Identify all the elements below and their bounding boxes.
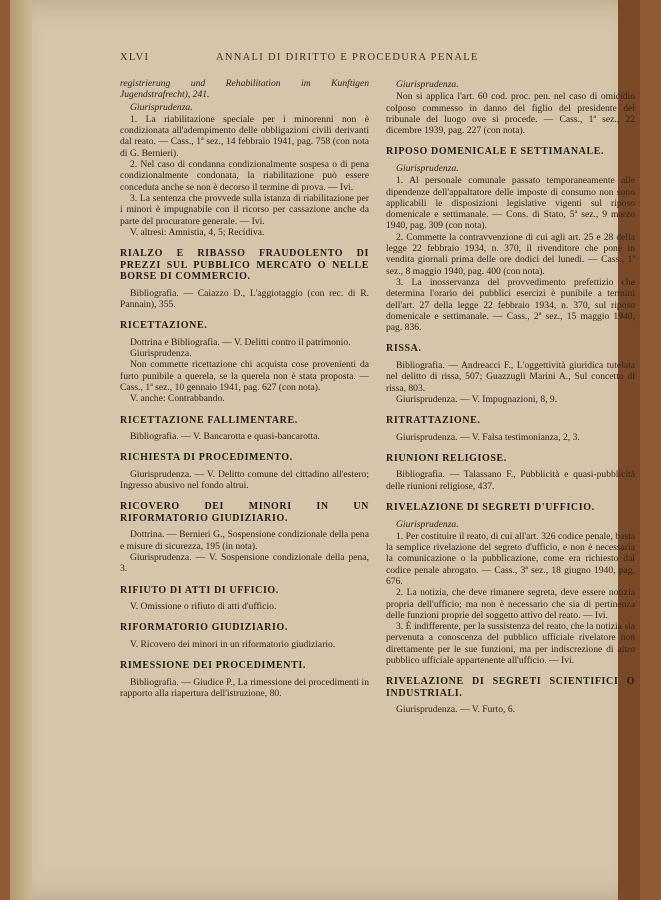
entry-paragraph: Non si applica l'art. 60 cod. proc. pen. nel caso di omicidio colposo commesso in danno del figlio del presidente del tribunale del luogo ove si procede. — Cass., 1ª sez., 22 dicembre 1939, pag. 227 (con nota).: [386, 91, 635, 137]
entry-subheading: Giurisprudenza.: [396, 79, 459, 90]
entry-paragraph: Giurisprudenza. — V. Impugnazioni, 8, 9.: [396, 393, 558, 405]
index-entry: [120, 452, 369, 491]
index-entry: [386, 146, 635, 333]
index-entry: [386, 343, 635, 405]
entry-heading: RISSA.: [386, 343, 422, 355]
index-entry: [386, 79, 635, 136]
entry-heading: RITRATTAZIONE.: [386, 415, 481, 427]
index-entry: [120, 501, 369, 574]
page-number: XLVI: [120, 52, 150, 63]
entry-heading: RIALZO E RIBASSO FRAUDOLENTO DI PREZZI SUL PUBBLICO MERCATO O NELLE BORSE DI COMMERCIO.: [120, 248, 369, 283]
entry-paragraph: 3. La inosservanza del provvedimento prefettizio che determina l'orario dei pubblici esercizi è punibile a termini dell'art. 27 della legge 22 febbraio 1934, n. 370, sul riposo domenicale e settimanale. — Cass., 2ª sez., 15 maggio 1940, pag. 836.: [386, 276, 635, 334]
entry-paragraph: Dottrina. — Bernieri G., Sospensione condizionale della pena e misure di sicurezza, 195 (in nota).: [120, 529, 369, 552]
index-entry: [120, 78, 369, 238]
index-entry: [386, 676, 635, 715]
entry-subheading: Giurisprudenza.: [396, 518, 459, 530]
entry-paragraph: Dottrina e Bibliografia. — V. Delitti contro il patrimonio.: [130, 336, 351, 348]
entry-paragraph: V. Omissione o rifiuto di atti d'ufficio.: [130, 601, 277, 613]
entry-paragraph: 2. La notizia, che deve rimanere segreta, deve essere notizia propria dell'ufficio; ma non è necessario che sia di pertinenza delle funzioni proprie del soggetto attivo del reato. — Ivi.: [386, 587, 635, 621]
entry-paragraph: Giurisprudenza. — V. Sospensione condizionale della pena, 3.: [120, 552, 369, 575]
entry-heading: RICETTAZIONE.: [120, 320, 208, 332]
index-entry: [120, 585, 369, 613]
entry-paragraph: V. altresì: Amnistia, 4, 5; Recidiva.: [130, 226, 265, 238]
entry-heading: RIVELAZIONE DI SEGRETI SCIENTIFICI O INDUSTRIALI.: [386, 676, 635, 699]
entry-paragraph: Bibliografia. — Andreacci F., L'oggettività giuridica tutelata nel delitto di rissa, 507; Guazzugli Marini A., Sul concetto di rissa, 803.: [386, 359, 635, 394]
entry-lead: registrierung und Rehabilitation im Kunftigen Jugendstrafrecht), 241.: [120, 78, 369, 101]
entry-paragraph: Bibliografia. — Talassano F., Pubblicità e quasi-pubblicità delle riunioni religiose, 437.: [386, 469, 635, 492]
running-header: [120, 52, 550, 63]
running-title: ANNALI DI DIRITTO E PROCEDURA PENALE: [216, 52, 479, 63]
index-entry: [120, 320, 369, 404]
entry-paragraph: 2. Commette la contravvenzione di cui agli art. 25 e 28 della legge 22 febbraio 1934, n. 370, il rivenditore che pone in vendita giornali prima delle ore dodici del lunedì. — Cass., 1ª sez., 8 maggio 1940, pag. 400 (con nota).: [386, 231, 635, 277]
book-page: [10, 0, 640, 900]
entry-heading: RIPOSO DOMENICALE E SETTIMANALE.: [386, 146, 605, 158]
entry-paragraph: Giurisprudenza. — V. Furto, 6.: [396, 704, 516, 716]
entry-heading: RICOVERO DEI MINORI IN UN RIFORMATORIO GIUDIZIARIO.: [120, 501, 369, 524]
entry-heading: RIVELAZIONE DI SEGRETI D'UFFICIO.: [386, 502, 595, 514]
entry-paragraph: Giurisprudenza. — V. Falsa testimonianza, 2, 3.: [396, 431, 580, 443]
entry-heading: RICETTAZIONE FALLIMENTARE.: [120, 414, 298, 426]
entry-subheading: Giurisprudenza.: [396, 162, 459, 174]
entry-paragraph: V. anche: Contrabbando.: [130, 393, 225, 405]
entry-paragraph: 2. Nel caso di condanna condizionalmente sospesa o di pena condizionalmente condonata, la riabilitazione può essere conceduta anche se non è decorso il termine di prova. — Ivi.: [120, 159, 369, 193]
index-entry: [120, 415, 369, 443]
index-entry: [120, 660, 369, 699]
index-entry: [120, 248, 369, 310]
index-entry: [386, 415, 635, 443]
right-column: [386, 78, 635, 726]
entry-paragraph: Non commette ricettazione chi acquista cose provenienti da furto punibile a querela, se la querela non è stata proposta. — Cass., 1ª sez., 10 gennaio 1941, pag. 627 (con nota).: [120, 359, 369, 393]
index-entry: [386, 453, 635, 492]
entry-paragraph: 1. La riabilitazione speciale per i minorenni non è condizionata all'adempimento delle obbligazioni civili derivanti dal reato. — Cass., 1ª sez., 14 febbraio 1941, pag. 758 (con nota di G. Bernieri).: [120, 113, 369, 159]
entry-paragraph: Bibliografia. — Caiazzo D., L'aggiotaggio (con rec. di R. Pannain), 355.: [120, 287, 369, 310]
entry-heading: RICHIESTA DI PROCEDIMENTO.: [120, 452, 293, 464]
index-entry: [120, 622, 369, 650]
entry-heading: RIMESSIONE DEI PROCEDIMENTI.: [120, 660, 306, 672]
entry-paragraph: 1. Al personale comunale passato temporaneamente alle dipendenze dell'appaltatore delle imposte di consumo non sono applicabili le disposizioni legislative vigenti sul riposo domenicale e settimanale. — Cons. di Stato, 5ª sez., 9 marzo 1940, pag. 309 (con nota).: [386, 175, 635, 232]
entry-heading: RIFIUTO DI ATTI DI UFFICIO.: [120, 584, 279, 596]
entry-paragraph: Bibliografia. — Giudice P., La rimessione dei procedimenti in rapporto alla riapertura dell'istruzione, 80.: [120, 676, 369, 699]
entry-paragraph: Giurisprudenza.: [130, 348, 192, 360]
entry-subheading: Giurisprudenza.: [130, 101, 193, 113]
entry-heading: RIFORMATORIO GIUDIZIARIO.: [120, 622, 288, 634]
entry-paragraph: V. Ricovero dei minori in un riformatorio giudiziario.: [130, 638, 336, 650]
left-column: [120, 78, 369, 709]
index-entry: [386, 502, 635, 666]
entry-heading: RIUNIONI RELIGIOSE.: [386, 452, 507, 464]
page-fold-shadow: [10, 0, 32, 900]
entry-paragraph: Giurisprudenza. — V. Delitto comune del cittadino all'estero; Ingresso abusivo nel fondo altrui.: [120, 468, 369, 492]
entry-paragraph: 3. La sentenza che provvede sulla istanza di riabilitazione per i minori è impugnabile con il ricorso per cassazione anche da parte del procuratore generale. — Ivi.: [120, 192, 369, 227]
entry-paragraph: 3. È indifferente, per la sussistenza del reato, che la notizia sia pervenuta a conoscenza del pubblico ufficiale rivelatore non direttamente per le sue funzioni, ma per indiscrezione di altro pubblico ufficiale appartenente all'ufficio. — Ivi.: [386, 621, 635, 667]
entry-paragraph: Bibliografia. — V. Bancarotta e quasi-bancarotta.: [130, 431, 320, 443]
entry-paragraph: 1. Per costituire il reato, di cui all'art. 326 codice penale, basta la semplice rivelazione del segreto d'ufficio, e non è necessaria la comunicazione o la pubblicazione, come era richiesto dal codice penale abrogato. — Cass., 3ª sez., 18 giugno 1940, pag. 676.: [386, 530, 635, 587]
